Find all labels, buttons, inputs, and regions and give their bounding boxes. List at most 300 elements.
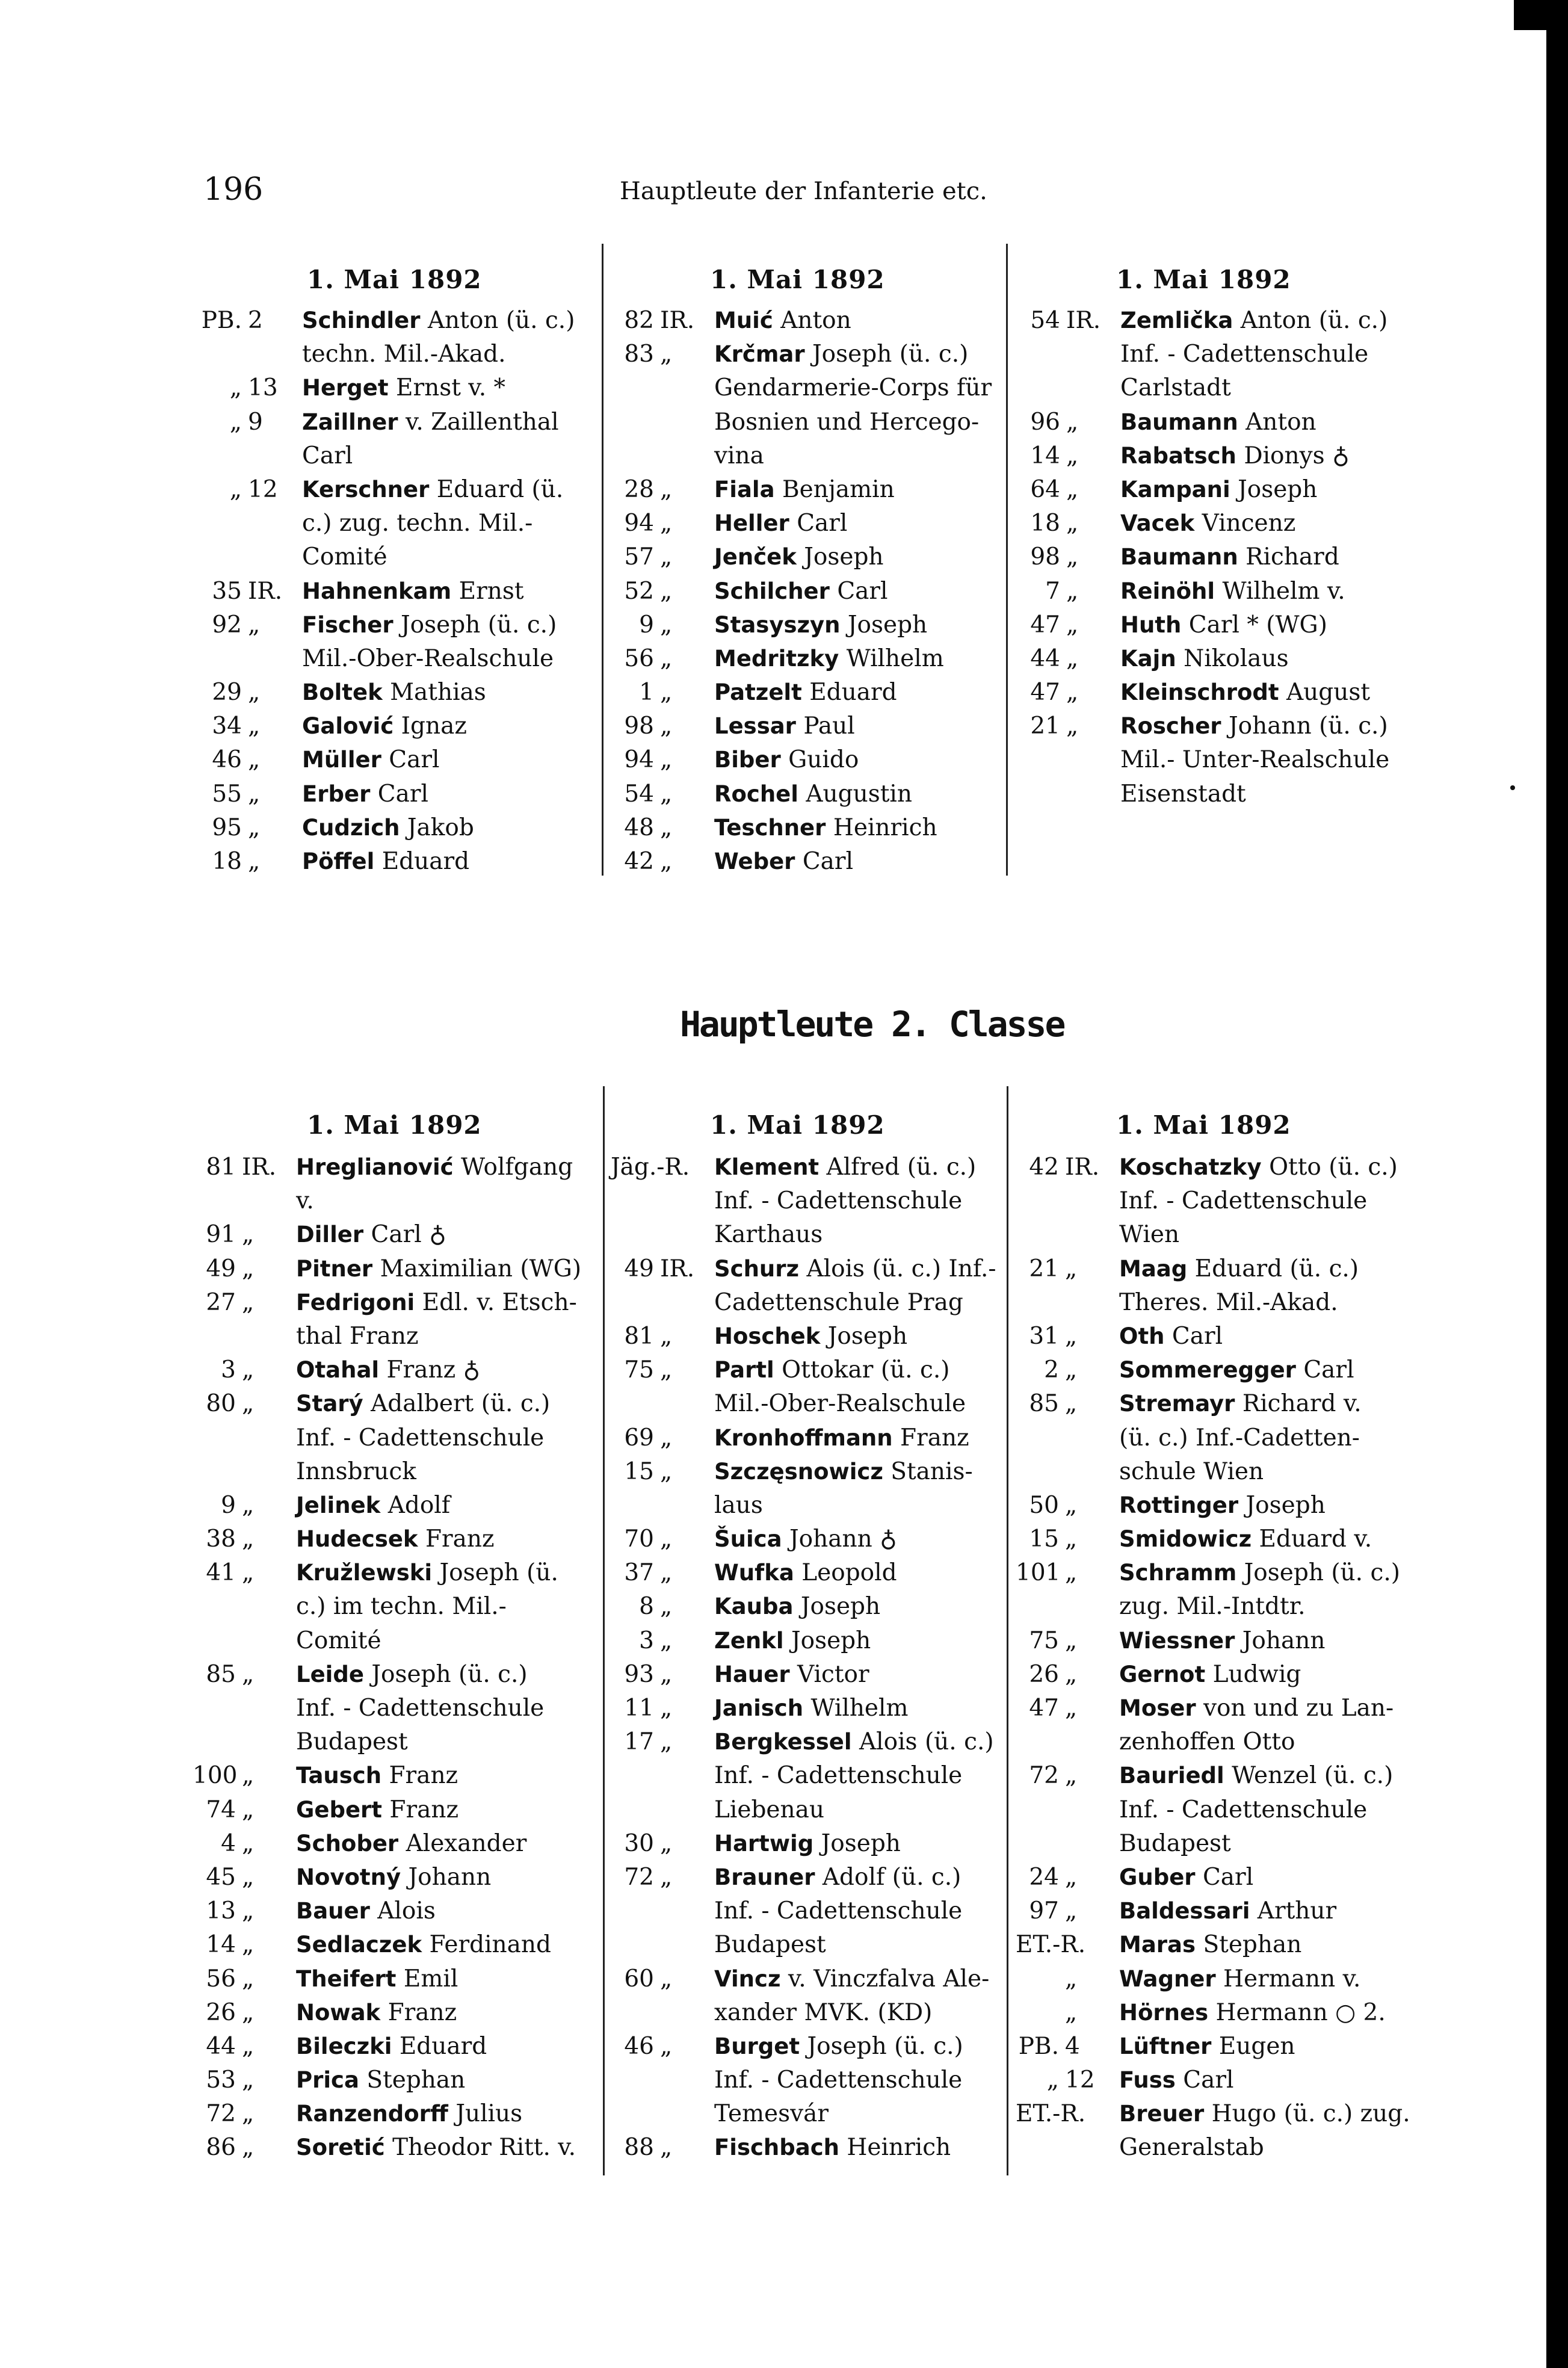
name-details: Stanis- — [890, 1458, 973, 1485]
unit-type: „ — [1066, 442, 1079, 469]
officer-name — [1119, 1184, 1367, 1218]
unit-type: „ — [660, 814, 673, 841]
surname: Kerschner — [302, 476, 430, 502]
name-details: Nikolaus — [1184, 645, 1289, 672]
regiment-number: 83 — [624, 341, 654, 368]
officer-name — [296, 1218, 446, 1252]
regiment-number: 42 — [1029, 1154, 1059, 1181]
unit-type: „ — [1065, 1322, 1078, 1350]
officer-name — [714, 1624, 871, 1658]
officer-name — [296, 1861, 491, 1894]
surname: Zemlička — [1120, 308, 1233, 333]
surname: Kronhoffmann — [714, 1424, 893, 1451]
regiment-number: 72 — [624, 1863, 654, 1891]
regiment-number: 85 — [206, 1660, 236, 1688]
unit-type: „ — [1066, 713, 1079, 740]
surname: Fedrigoni — [296, 1289, 415, 1315]
officer-name — [714, 1928, 826, 1962]
name-details: v. Zaillenthal — [405, 408, 559, 436]
surname: Galović — [302, 713, 394, 740]
name-details: Budapest — [296, 1728, 408, 1756]
unit-type: „ — [248, 713, 261, 740]
surname: Vincz — [714, 1965, 781, 1992]
regiment-number: 72 — [1029, 1762, 1059, 1790]
unit-type: „ — [248, 848, 261, 875]
officer-name — [1119, 1218, 1179, 1252]
name-details: Comité — [302, 543, 387, 571]
regiment-number: 34 — [212, 713, 242, 740]
regiment-number: „ — [1046, 2067, 1059, 2094]
name-details: Ottokar (ü. c.) — [782, 1356, 950, 1384]
regiment-number: Jäg.-R. — [611, 1154, 690, 1181]
officer-name — [714, 575, 888, 608]
name-details: Innsbruck — [296, 1458, 416, 1485]
surname: Hreglianović — [296, 1154, 454, 1180]
officer-name — [302, 777, 428, 811]
unit-type: „ — [248, 679, 261, 706]
name-details: Stephan — [366, 2067, 466, 2094]
officer-name — [302, 338, 506, 371]
regiment-number: 47 — [1029, 1695, 1059, 1722]
name-details: Richard — [1245, 543, 1339, 571]
name-details: Heinrich — [833, 814, 937, 841]
unit-type: 13 — [248, 374, 278, 402]
column-heading: 1. Mai 1892 — [710, 265, 885, 294]
surname: Ranzendorff — [296, 2101, 448, 2127]
officer-name — [714, 1692, 908, 1725]
officer-name — [1120, 676, 1370, 709]
unit-type: „ — [248, 780, 261, 808]
officer-name — [296, 1455, 416, 1489]
regiment-number: 21 — [1030, 713, 1060, 740]
surname: Hörnes — [1119, 1999, 1209, 2026]
surname: Baldessari — [1119, 1898, 1250, 1924]
surname: Moser — [1119, 1695, 1196, 1721]
regiment-number: 48 — [624, 814, 654, 841]
officer-name — [714, 1489, 763, 1523]
regiment-number: 100 — [193, 1762, 238, 1790]
officer-name — [714, 709, 855, 743]
regiment-number: 4 — [221, 1829, 236, 1857]
name-details: Carl — [802, 848, 854, 875]
name-details: Alois — [377, 1897, 436, 1925]
surname: Zaillner — [302, 409, 398, 435]
officer-name — [302, 743, 440, 777]
regiment-number: 92 — [212, 611, 242, 638]
regiment-number: PB. — [1018, 2032, 1059, 2060]
regiment-number: 47 — [1030, 611, 1060, 638]
officer-name — [714, 1861, 961, 1894]
column-heading: 1. Mai 1892 — [710, 1110, 885, 1140]
unit-type: „ — [1065, 1897, 1078, 1925]
name-details: Wien — [1119, 1221, 1180, 1249]
surname: Müller — [302, 747, 381, 773]
surname: Hartwig — [714, 1830, 814, 1856]
surname: Stremayr — [1119, 1391, 1235, 1417]
name-details: Hermann ○ 2. — [1215, 1999, 1386, 2026]
officer-name — [1119, 1658, 1301, 1692]
name-details: Jakob — [407, 814, 474, 841]
name-details: Ludwig — [1212, 1660, 1301, 1688]
regiment-number: 3 — [221, 1356, 236, 1384]
unit-type: „ — [1065, 1695, 1078, 1722]
officer-name — [714, 743, 859, 777]
officer-name — [714, 1523, 897, 1556]
name-details: Ignaz — [401, 713, 467, 740]
surname: Sommeregger — [1119, 1357, 1296, 1383]
surname: Soretić — [296, 2135, 385, 2161]
regiment-number: 53 — [206, 2067, 236, 2094]
column-heading: 1. Mai 1892 — [307, 265, 482, 294]
name-details: Edl. v. Etsch- — [422, 1288, 577, 1316]
name-details: thal Franz — [296, 1322, 419, 1350]
name-details: Richard v. — [1242, 1390, 1362, 1418]
surname: Schindler — [302, 308, 421, 333]
unit-type: „ — [660, 645, 673, 672]
officer-name — [296, 1692, 544, 1725]
unit-type: IR. — [660, 307, 695, 334]
surname: Šuica — [714, 1526, 782, 1553]
name-details: von und zu Lan- — [1203, 1695, 1394, 1722]
surname: Novotný — [296, 1864, 401, 1890]
officer-name — [1120, 642, 1289, 676]
regiment-number: 91 — [206, 1221, 236, 1249]
unit-type: 2 — [248, 307, 263, 334]
name-details: Victor — [797, 1660, 869, 1688]
officer-name — [302, 371, 505, 405]
unit-type: „ — [660, 2134, 673, 2162]
name-details: Alexander — [406, 1829, 527, 1857]
unit-type: „ — [242, 2134, 255, 2162]
officer-name — [302, 540, 387, 574]
name-details: Wilhelm — [810, 1695, 909, 1722]
name-details: Carl * (WG) — [1188, 611, 1327, 638]
officer-name — [714, 1556, 897, 1590]
regiment-number: 35 — [212, 577, 242, 605]
name-details: Eduard — [381, 848, 470, 875]
name-details: Carl — [1303, 1356, 1354, 1384]
surname: Diller — [296, 1222, 364, 1248]
name-details: zenhoffen Otto — [1119, 1728, 1295, 1756]
surname: Rabatsch — [1120, 442, 1236, 469]
regiment-number: 14 — [1030, 442, 1060, 469]
unit-type: 12 — [248, 475, 278, 503]
officer-name — [296, 2063, 465, 2097]
officer-name — [1119, 1996, 1386, 2030]
officer-name — [302, 304, 575, 338]
regiment-number: 93 — [624, 1660, 654, 1688]
regiment-number: 49 — [624, 1255, 654, 1282]
officer-name — [296, 1962, 458, 1996]
scan-edge-corner — [1514, 0, 1568, 30]
regiment-number: 80 — [206, 1390, 236, 1418]
unit-type: „ — [248, 746, 261, 774]
unit-type: „ — [242, 1526, 255, 1553]
unit-type: „ — [1065, 1762, 1078, 1790]
unit-type: „ — [660, 746, 673, 774]
name-details: Wenzel (ü. c.) — [1232, 1762, 1394, 1790]
surname: Schilcher — [714, 578, 830, 604]
name-details: Generalstab — [1119, 2134, 1264, 2162]
regiment-number: 70 — [624, 1526, 654, 1553]
column-rule — [603, 1086, 605, 2175]
regiment-number: 54 — [1030, 307, 1060, 334]
surname: Patzelt — [714, 679, 802, 706]
unit-type: „ — [242, 1965, 255, 1992]
scan-edge-right — [1546, 0, 1568, 2368]
regiment-number: 56 — [206, 1965, 236, 1992]
name-details: Joseph (ü. c.) — [807, 2032, 963, 2060]
officer-name — [296, 2097, 522, 2131]
regiment-number: PB. — [201, 307, 242, 334]
name-details: Julius — [455, 2100, 523, 2128]
name-details: Mil.- Unter-Realschule — [1120, 746, 1390, 774]
name-details: c.) im techn. Mil.- — [296, 1593, 507, 1621]
surname: Kauba — [714, 1594, 794, 1620]
name-details: Inf. - Cadettenschule — [714, 1762, 963, 1790]
regiment-number: 86 — [206, 2134, 236, 2162]
regiment-number: 42 — [624, 848, 654, 875]
name-details: Ernst — [458, 577, 524, 605]
officer-name — [302, 507, 532, 540]
surname: Stasyszyn — [714, 611, 841, 638]
regiment-number: 15 — [1029, 1526, 1059, 1553]
regiment-number: 69 — [624, 1424, 654, 1451]
surname: Medritzky — [714, 645, 839, 672]
surname: Hahnenkam — [302, 578, 452, 604]
regiment-number: 94 — [624, 510, 654, 537]
name-details: Franz — [900, 1424, 969, 1451]
name-details: Leopold — [801, 1559, 897, 1587]
unit-type: „ — [242, 1660, 255, 1688]
name-details: Joseph — [847, 611, 928, 638]
regiment-number: 98 — [1030, 543, 1060, 571]
name-details: Inf. - Cadettenschule — [714, 1897, 963, 1925]
name-details: Ernst v. * — [395, 374, 505, 402]
officer-name — [1119, 2131, 1264, 2165]
regiment-number: 52 — [624, 577, 654, 605]
running-head: Hauptleute der Infanterie etc. — [620, 178, 987, 205]
unit-type: IR. — [242, 1154, 277, 1181]
name-details: Alois (ü. c.) Inf.- — [806, 1255, 996, 1282]
name-details: Arthur — [1257, 1897, 1337, 1925]
regiment-number: 18 — [1030, 510, 1060, 537]
surname: Rottinger — [1119, 1492, 1239, 1518]
name-details: Hermann v. — [1223, 1965, 1361, 1992]
unit-type: „ — [660, 475, 673, 503]
name-details: Joseph (ü. c.) — [1244, 1559, 1400, 1587]
regiment-number: 64 — [1030, 475, 1060, 503]
regiment-number: 96 — [1030, 408, 1060, 436]
name-details: Dionys ♁ — [1244, 442, 1350, 469]
name-details: xander MVK. (KD) — [714, 1999, 933, 2026]
name-details: Carl — [1171, 1322, 1223, 1350]
surname: Boltek — [302, 679, 383, 706]
officer-name — [302, 709, 467, 743]
regiment-number: 28 — [624, 475, 654, 503]
regiment-number: 46 — [212, 746, 242, 774]
surname: Fischbach — [714, 2135, 839, 2161]
officer-name — [714, 2131, 951, 2165]
name-details: Inf. - Cadettenschule — [296, 1424, 545, 1451]
name-details: Augustin — [806, 780, 913, 808]
name-details: Ferdinand — [429, 1931, 551, 1959]
officer-name — [1119, 1286, 1338, 1320]
unit-type: „ — [242, 1288, 255, 1316]
name-details: Eduard (ü. — [436, 475, 564, 503]
unit-type: „ — [1065, 1390, 1078, 1418]
name-details: Budapest — [714, 1931, 826, 1959]
name-details: Liebenau — [714, 1796, 824, 1823]
officer-name — [296, 1624, 381, 1658]
name-details: Franz — [389, 1762, 458, 1790]
name-details: Carl — [837, 577, 888, 605]
officer-name — [296, 1151, 573, 1184]
officer-name — [1119, 1827, 1231, 1861]
unit-type: „ — [660, 1829, 673, 1857]
regiment-number: 98 — [624, 713, 654, 740]
column-heading: 1. Mai 1892 — [1116, 265, 1291, 294]
officer-name — [1119, 1523, 1372, 1556]
name-details: Inf. - Cadettenschule — [714, 1187, 963, 1215]
name-details: Carl — [797, 510, 848, 537]
unit-type: 12 — [1065, 2067, 1095, 2094]
unit-type: „ — [1066, 475, 1079, 503]
name-details: Joseph (ü. — [439, 1559, 558, 1587]
name-details: Johann — [1242, 1627, 1326, 1654]
unit-type: „ — [660, 713, 673, 740]
surname: Prica — [296, 2067, 359, 2094]
surname: Wiessner — [1119, 1627, 1235, 1654]
surname: Kampani — [1120, 476, 1230, 502]
regiment-number: 9 — [221, 1491, 236, 1519]
surname: Lessar — [714, 713, 796, 740]
officer-name — [296, 1286, 577, 1320]
name-details: v. — [296, 1187, 314, 1215]
officer-name — [1120, 540, 1339, 574]
name-details: Wilhelm v. — [1222, 577, 1345, 605]
regiment-number: „ — [229, 475, 242, 503]
officer-name — [1119, 1894, 1336, 1928]
officer-name — [1119, 1489, 1326, 1523]
regiment-number: 15 — [624, 1458, 654, 1485]
regiment-number: 21 — [1029, 1255, 1059, 1282]
name-details: v. Vinczfalva Ale- — [788, 1965, 990, 1992]
surname: Nowak — [296, 1999, 381, 2026]
officer-name — [1119, 1455, 1264, 1489]
regiment-number: 2 — [1044, 1356, 1059, 1384]
officer-name — [1120, 743, 1389, 777]
regiment-number: 27 — [206, 1288, 236, 1316]
surname: Kružlewski — [296, 1560, 433, 1586]
regiment-number: 50 — [1029, 1491, 1059, 1519]
surname: Jelinek — [296, 1492, 381, 1518]
unit-type: „ — [660, 577, 673, 605]
regiment-number: 56 — [624, 645, 654, 672]
regiment-number: 13 — [206, 1897, 236, 1925]
name-details: Anton — [780, 307, 851, 334]
surname: Oth — [1119, 1323, 1165, 1349]
surname: Hoschek — [714, 1323, 821, 1349]
officer-name — [1120, 709, 1388, 743]
name-details: Bosnien und Hercego- — [714, 408, 980, 436]
officer-name — [302, 575, 524, 608]
officer-name — [296, 1353, 480, 1387]
name-details: Inf. - Cadettenschule — [296, 1695, 545, 1722]
officer-name — [714, 1725, 994, 1759]
officer-name — [1120, 473, 1317, 507]
officer-name — [714, 1793, 824, 1827]
officer-name — [714, 1455, 973, 1489]
officer-name — [714, 304, 851, 338]
regiment-number: 3 — [639, 1627, 654, 1654]
name-details: Joseph — [1245, 1491, 1326, 1519]
regiment-number: 7 — [1045, 577, 1060, 605]
unit-type: „ — [242, 1255, 255, 1282]
regiment-number: 18 — [212, 848, 242, 875]
regiment-number: 11 — [624, 1695, 654, 1722]
surname: Szczęsnowicz — [714, 1458, 883, 1485]
surname: Erber — [302, 781, 371, 807]
name-details: Joseph — [804, 543, 884, 571]
regiment-number: 44 — [1030, 645, 1060, 672]
unit-type: „ — [242, 2100, 255, 2128]
regiment-number: 101 — [1016, 1559, 1061, 1587]
regiment-number: 31 — [1029, 1322, 1059, 1350]
officer-name — [714, 1962, 989, 1996]
officer-name — [296, 1252, 581, 1286]
unit-type: „ — [660, 1356, 673, 1384]
page-number: 196 — [203, 172, 264, 208]
regiment-number: 75 — [624, 1356, 654, 1384]
column-rule — [602, 244, 603, 876]
officer-name — [1120, 304, 1387, 338]
officer-name — [1119, 1353, 1354, 1387]
name-details: Theres. Mil.-Akad. — [1119, 1288, 1338, 1316]
officer-name — [296, 2131, 576, 2165]
surname: Pöffel — [302, 849, 375, 874]
officer-name — [714, 1759, 962, 1793]
regiment-number: 9 — [639, 611, 654, 638]
name-details: Joseph — [800, 1593, 881, 1621]
name-details: Eduard — [809, 679, 897, 706]
unit-type: „ — [660, 1728, 673, 1756]
regiment-number: 45 — [206, 1863, 236, 1891]
officer-name — [296, 1759, 458, 1793]
officer-name — [1119, 1556, 1400, 1590]
name-details: Joseph — [1238, 475, 1318, 503]
regiment-number: 82 — [624, 307, 654, 334]
name-details: Joseph — [791, 1627, 871, 1654]
officer-name — [1119, 1793, 1367, 1827]
officer-name — [1119, 1590, 1305, 1624]
name-details: laus — [714, 1491, 763, 1519]
surname: Vacek — [1120, 510, 1195, 537]
surname: Hudecsek — [296, 1526, 418, 1553]
name-details: Guido — [788, 746, 859, 774]
officer-name — [714, 1151, 976, 1184]
regiment-number: 26 — [1029, 1660, 1059, 1688]
surname: Cudzich — [302, 814, 400, 841]
surname: Gernot — [1119, 1661, 1206, 1687]
regiment-number: 44 — [206, 2032, 236, 2060]
unit-type: „ — [1065, 1999, 1078, 2026]
officer-name — [714, 2063, 962, 2097]
officer-name — [714, 338, 968, 371]
unit-type: 9 — [248, 408, 263, 436]
surname: Janisch — [714, 1695, 804, 1721]
officer-name — [296, 1387, 550, 1421]
